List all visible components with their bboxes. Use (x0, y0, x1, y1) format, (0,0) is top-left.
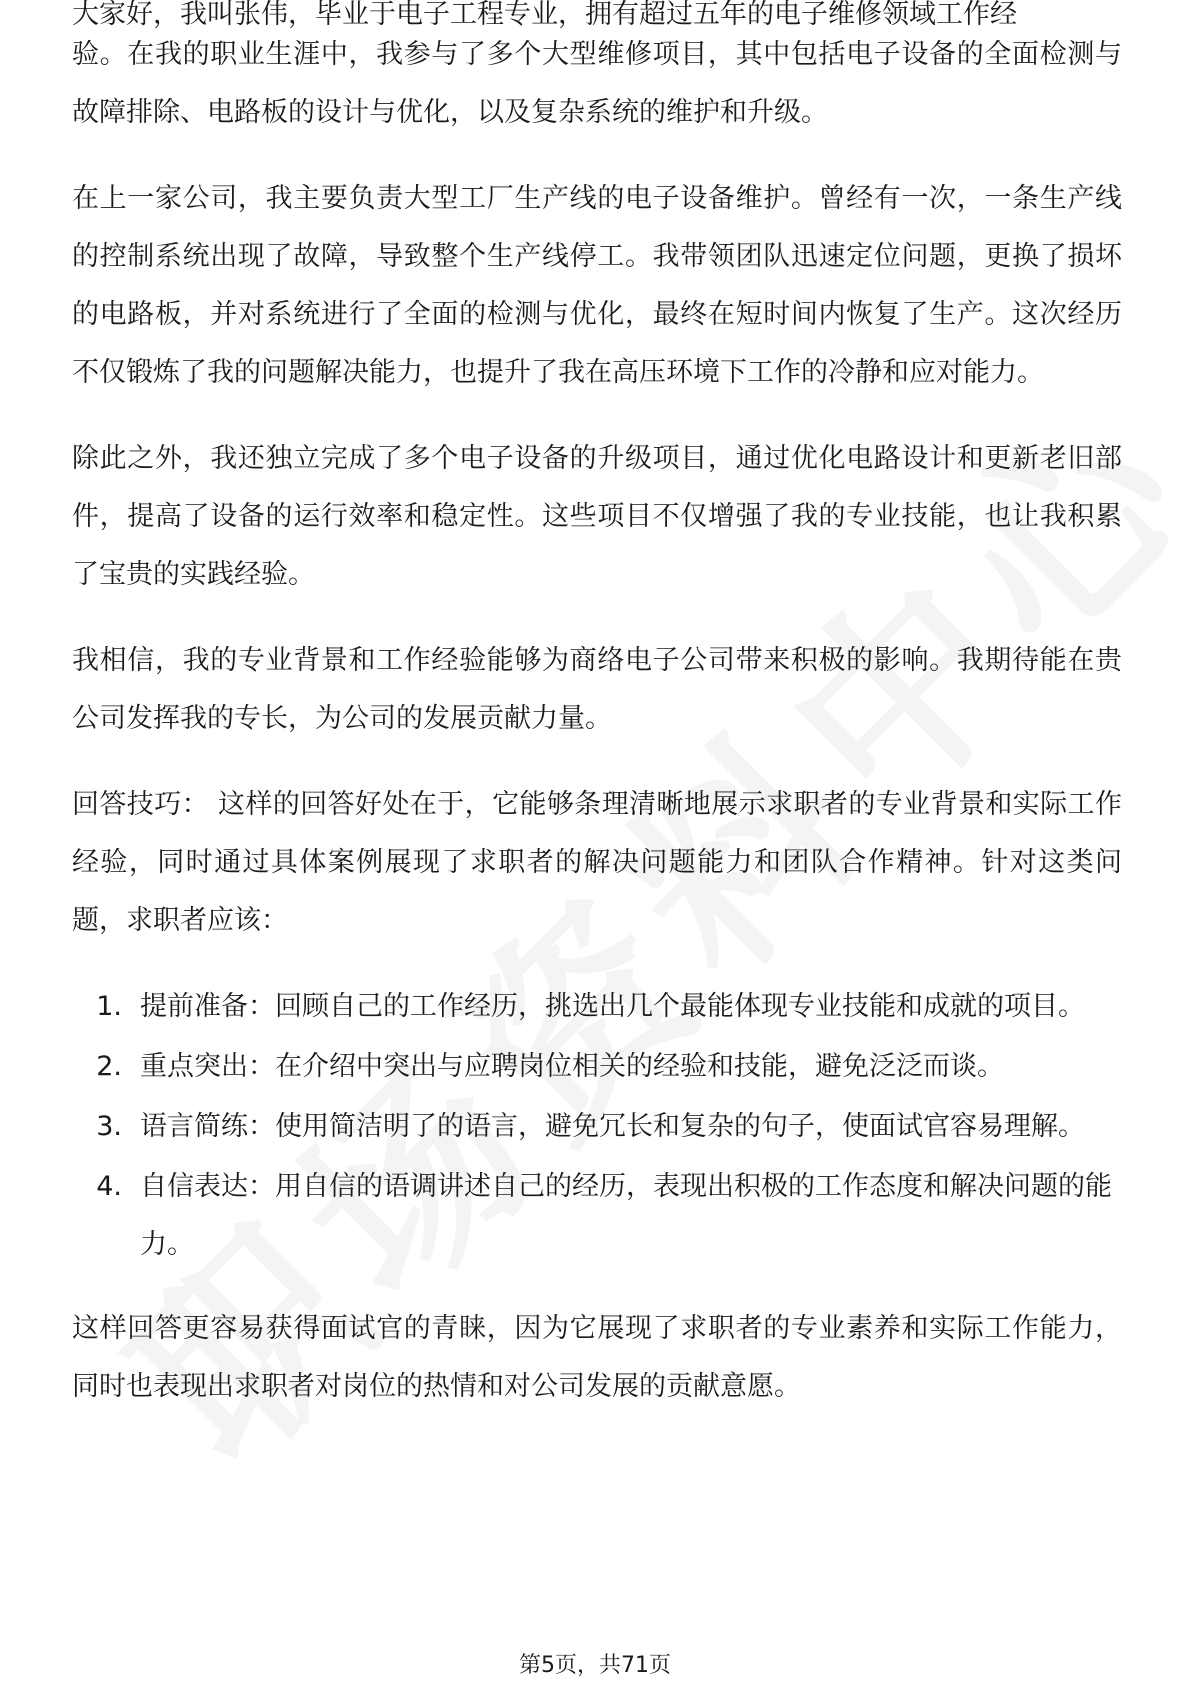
list-item-number: 2. (96, 1051, 122, 1082)
list-item-text: 自信表达：用自信的语调讲述自己的经历，表现出积极的工作态度和解决问题的能力。 (140, 1171, 1112, 1260)
list-item (72, 1098, 1122, 1156)
paragraph-conclusion: 这样回答更容易获得面试官的青睐，因为它展现了求职者的专业素养和实际工作能力，同时也表现出求职者对岗位的热情和对公司发展的贡献意愿。 (72, 1313, 1122, 1402)
paragraph-intro-tail: 验。在我的职业生涯中，我参与了多个大型维修项目，其中包括电子设备的全面检测与故障排除、电路板的设计与优化，以及复杂系统的维护和升级。 (72, 39, 1122, 128)
page-number-footer: 第5页，共71页 (519, 1653, 671, 1678)
partial-top-line-text: 大家好，我叫张伟，毕业于电子工程专业，拥有超过五年的电子维修领域工作经 (72, 0, 1017, 30)
list-item-number: 3. (96, 1111, 122, 1142)
list-item-text: 语言简练：使用简洁明了的语言，避免冗长和复杂的句子，使面试官容易理解。 (140, 1111, 1085, 1142)
tips-list (72, 978, 1122, 1274)
list-item-number: 1. (96, 991, 122, 1022)
partial-top-line (72, 0, 1122, 30)
list-item-number: 4. (96, 1171, 122, 1202)
paragraph-answer-tips: 回答技巧： 这样的回答好处在于，它能够条理清晰地展示求职者的专业背景和实际工作经验，同时通过具体案例展现了求职者的解决问题能力和团队合作精神。针对这类问题，求职者应该： (72, 789, 1122, 936)
paragraph-belief: 我相信，我的专业背景和工作经验能够为商络电子公司带来积极的影响。我期待能在贵公司发挥我的专长，为公司的发展贡献力量。 (72, 645, 1122, 734)
list-item (72, 1158, 1122, 1274)
list-item-text: 重点突出：在介绍中突出与应聘岗位相关的经验和技能，避免泛泛而谈。 (140, 1051, 1004, 1082)
list-item-text: 提前准备：回顾自己的工作经历，挑选出几个最能体现专业技能和成就的项目。 (140, 991, 1085, 1022)
document-body (72, 0, 1122, 1444)
list-item (72, 1038, 1122, 1096)
paragraph-upgrade-projects: 除此之外，我还独立完成了多个电子设备的升级项目，通过优化电路设计和更新老旧部件，提高了设备的运行效率和稳定性。这些项目不仅增强了我的专业技能，也让我积累了宝贵的实践经验。 (72, 443, 1122, 590)
list-item (72, 978, 1122, 1036)
paragraph-previous-company: 在上一家公司，我主要负责大型工厂生产线的电子设备维护。曾经有一次，一条生产线的控制系统出现了故障，导致整个生产线停工。我带领团队迅速定位问题，更换了损坏的电路板，并对系统进行了全面的检测与优化，最终在短时间内恢复了生产。这次经历不仅锻炼了我的问题解决能力，也提升了我在高压环境下工作的冷静和应对能力。 (72, 183, 1122, 388)
